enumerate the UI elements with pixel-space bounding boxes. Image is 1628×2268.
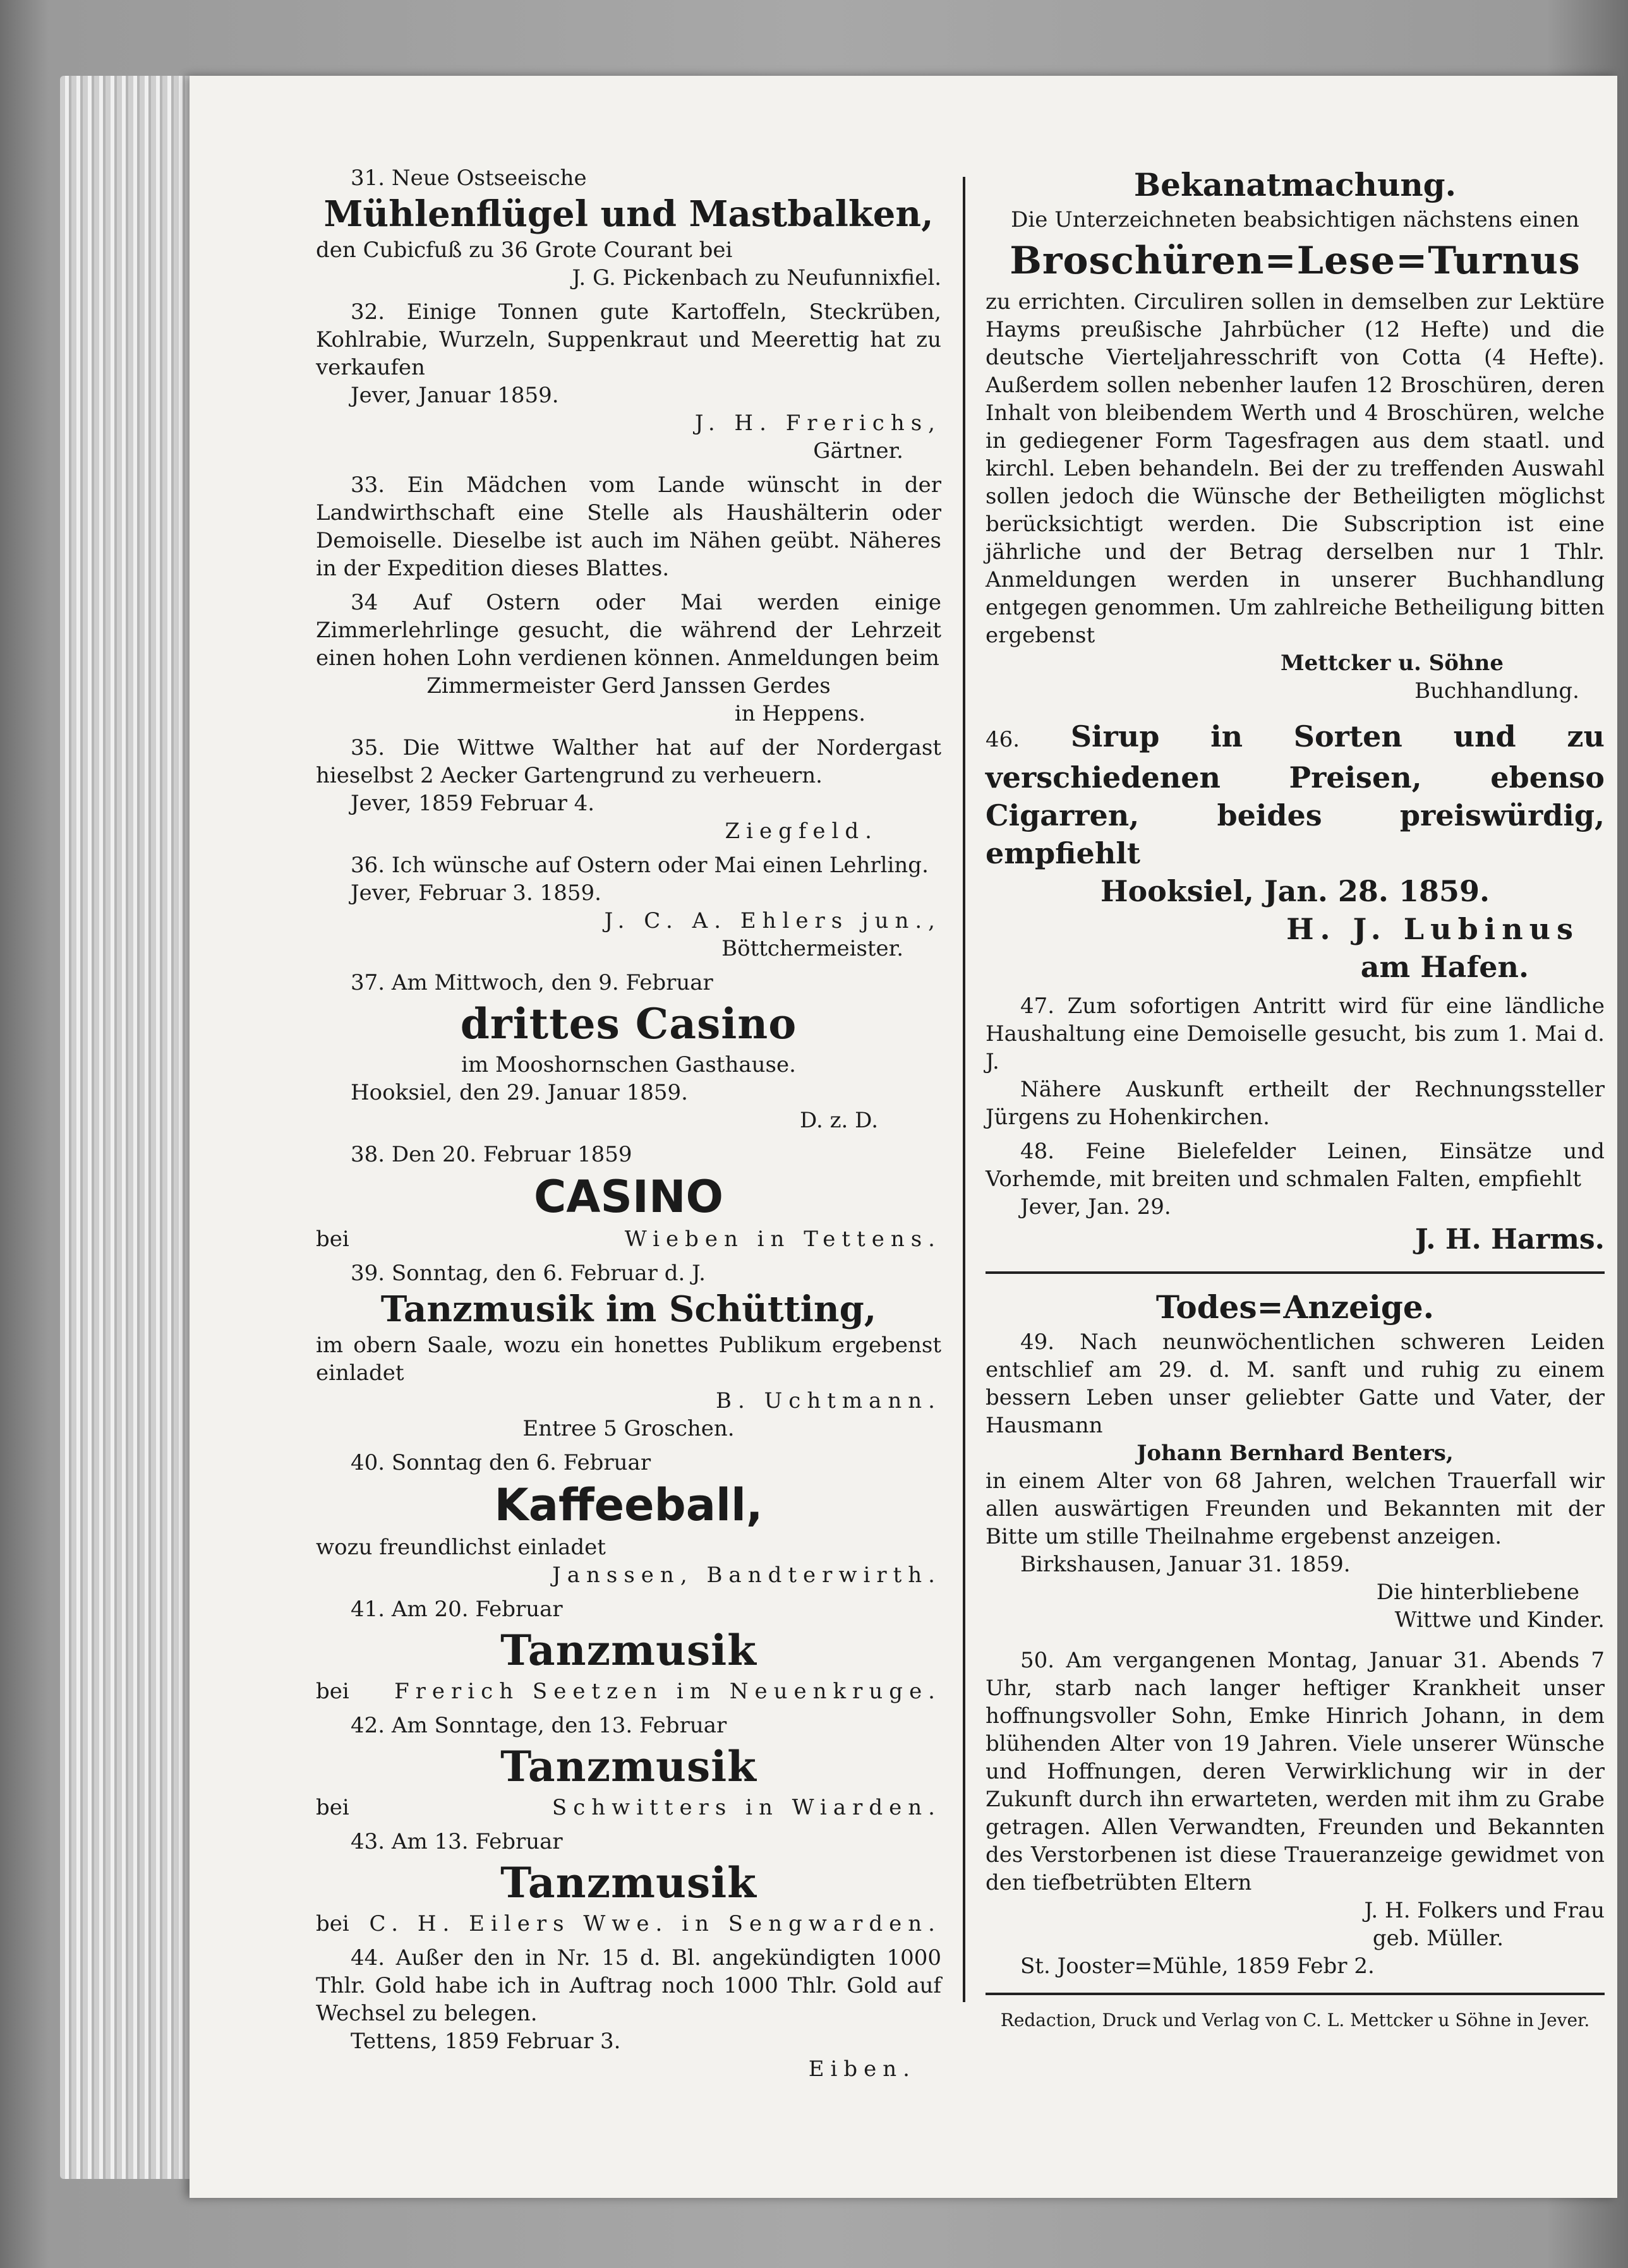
newspaper-page [190, 76, 1617, 2198]
ad-signature: Die hinterbliebene [1376, 1580, 1579, 1605]
ad-38 [316, 1141, 941, 1253]
ad-number: 32. [351, 299, 385, 325]
ad-body: Einige Tonnen gute Kartoffeln, Steckrüben, Kohlrabie, Wurzeln, Suppenkraut und Meerettig hat zu verkaufen [316, 299, 941, 380]
ad-44 [316, 1944, 941, 2083]
ad-date: Hooksiel, den 29. Januar 1859. [351, 1080, 688, 1105]
footer-rule [986, 1993, 1605, 1995]
ad-lead: Am 13. Februar [391, 1829, 563, 1854]
ad-number: 49. [1020, 1329, 1055, 1355]
ad-date: Jever, Februar 3. 1859. [351, 880, 601, 906]
book-page-edges [60, 76, 205, 2179]
ad-signature-title: Gärtner. [813, 438, 903, 464]
ad-body: Ich wünsche auf Ostern oder Mai einen Lehrling. [391, 853, 929, 878]
ad-todesanzeige [986, 1287, 1605, 1634]
ad-headline: Tanzmusik [500, 1742, 757, 1791]
ad-signature: C. H. Eilers Wwe. in Sengwarden. [369, 1911, 941, 1936]
ad-signature-title: Böttchermeister. [721, 936, 903, 961]
ad-37 [316, 969, 941, 1134]
ad-body: Sirup in Sorten und zu verschiedenen Preisen, ebenso Cigarren, beides preiswürdig, empfiehlt [986, 719, 1605, 870]
ad-body: zu errichten. Circuliren sollen in demselben zur Lektüre Hayms preußische Jahrbücher (12 Hefte) und die deutsche Vierteljahresschrift von Cotta (4 Hefte). Außerdem sollen nebenher laufen 12 Broschüren, deren Inhalt von bleibendem Werth und 4 Broschüren, welche in gediegener Form Tagesfragen aus dem staatl. und kirchl. Leben behandeln. Bei der zu treffenden Auswahl sollen jedoch die Wünsche der Betheiligten möglichst berücksichtigt werden. Die Subscription ist eine jährliche und der Betrag derselben nur 1 Thlr. Anmeldungen werden in unserer Buchhandlung entgegen genommen. Um zahlreiche Betheiligung bitten ergebenst [986, 289, 1605, 648]
ad-headline: drittes Casino [460, 999, 797, 1048]
ad-48 [986, 1137, 1605, 1259]
ad-bei: bei [316, 1795, 349, 1820]
ad-number: 34 [351, 590, 378, 615]
ad-number: 42. [351, 1713, 385, 1738]
right-column [986, 164, 1605, 2033]
ad-body: wozu freundlichst einladet [316, 1535, 606, 1560]
ad-number: 38. [351, 1142, 385, 1167]
ad-entree: Entree 5 Groschen. [522, 1416, 735, 1441]
ad-34 [316, 589, 941, 728]
ad-bei: bei [316, 1679, 349, 1704]
column-divider [963, 177, 965, 2002]
ad-number: 33. [351, 472, 385, 498]
ad-number: 39. [351, 1261, 385, 1286]
ad-lead: Sonntag, den 6. Februar d. J. [391, 1261, 706, 1286]
section-title: Bekanatmachung. [1133, 166, 1457, 203]
ad-headline: Tanzmusik [500, 1626, 757, 1675]
ad-32 [316, 298, 941, 465]
ad-body-2: Nähere Auskunft ertheilt der Rechnungssteller Jürgens zu Hohenkirchen. [986, 1077, 1605, 1130]
left-column [316, 164, 941, 2089]
page-content [316, 164, 1605, 2109]
ad-body-2: in einem Alter von 68 Jahren, welchen Trauerfall wir allen auswärtigen Freunden und Bekannten mit der Bitte um stille Theilnahme ergebenst anzeigen. [986, 1468, 1605, 1549]
ad-40 [316, 1449, 941, 1589]
ad-body: Zum sofortigen Antritt wird für eine ländliche Haushaltung eine Demoiselle gesucht, bis zum 1. Mai d. J. [986, 993, 1605, 1074]
ad-number: 48. [1020, 1139, 1055, 1164]
ad-signature: Zimmermeister Gerd Janssen Gerdes [426, 673, 831, 699]
ad-42 [316, 1712, 941, 1821]
ad-place-date: Hooksiel, Jan. 28. 1859. [1100, 874, 1490, 908]
ad-signature: Ziegfeld. [725, 819, 878, 844]
ad-36 [316, 851, 941, 963]
ad-signature-2: geb. Müller. [1372, 1926, 1504, 1951]
ad-headline: Tanzmusik im Schütting, [380, 1288, 877, 1330]
ad-body: im Mooshornschen Gasthause. [461, 1052, 796, 1077]
ad-body: den Cubicfuß zu 36 Grote Courant bei [316, 237, 733, 263]
ad-lead: Am 20. Februar [391, 1597, 563, 1622]
ad-signature: B. Uchtmann. [716, 1388, 941, 1413]
ad-date: Jever, 1859 Februar 4. [351, 791, 595, 816]
ad-lead: Am Sonntage, den 13. Februar [391, 1713, 727, 1738]
ad-signature: Frerich Seetzen im Neuenkruge. [394, 1679, 941, 1704]
ad-lead: Den 20. Februar 1859 [391, 1142, 632, 1167]
section-rule [986, 1271, 1605, 1274]
ad-signature: Mettcker u. Söhne [1280, 651, 1504, 676]
ad-date: Tettens, 1859 Februar 3. [351, 2029, 621, 2054]
ad-bei: bei [316, 1911, 349, 1936]
ad-33 [316, 471, 941, 582]
ad-intro: Die Unterzeichneten beabsichtigen nächstens einen [1011, 207, 1579, 232]
ad-signature: Schwitters in Wiarden. [552, 1795, 941, 1820]
ad-signature: D. z. D. [799, 1108, 878, 1133]
ad-signature-place: in Heppens. [734, 701, 865, 726]
imprint-footer: Redaction, Druck und Verlag von C. L. Mettcker u Söhne in Jever. [1000, 2010, 1590, 2031]
ad-headline: Tanzmusik [500, 1858, 757, 1907]
ad-number: 35. [351, 735, 385, 760]
ad-headline: Kaffeeball, [494, 1479, 763, 1531]
ad-signature-2: Wittwe und Kinder. [1394, 1607, 1605, 1633]
ad-47 [986, 992, 1605, 1131]
ad-signature: Janssen, Bandterwirth. [552, 1563, 941, 1588]
ad-date: Jever, Januar 1859. [351, 383, 559, 408]
ad-signature-place: am Hafen. [1360, 950, 1529, 984]
ad-50 [986, 1647, 1605, 1980]
ad-date: St. Jooster=Mühle, 1859 Febr 2. [1020, 1953, 1375, 1979]
ad-number: 47. [1020, 993, 1055, 1019]
ad-signature: Wieben in Tettens. [624, 1227, 941, 1252]
ad-signature: J. H. Frerichs, [694, 411, 941, 436]
ad-number: 36. [351, 853, 385, 878]
ad-number: 44. [351, 1945, 385, 1971]
ad-body: Feine Bielefelder Leinen, Einsätze und Vorhemde, mit breiten und schmalen Falten, empfiehlt [986, 1139, 1605, 1192]
ad-signature: J. G. Pickenbach zu Neufunnixfiel. [572, 265, 941, 291]
ad-number: 37. [351, 970, 385, 995]
ad-signature: J. H. Folkers und Frau [1364, 1898, 1605, 1923]
ad-headline: Mühlenflügel und Mastbalken, [323, 193, 934, 235]
ad-number: 31. [351, 165, 385, 191]
ad-bei: bei [316, 1227, 349, 1252]
ad-41 [316, 1595, 941, 1705]
ad-31 [316, 164, 941, 292]
ad-body: Außer den in Nr. 15 d. Bl. angekündigten 1000 Thlr. Gold habe ich in Auftrag noch 1000 Thlr. Gold auf Wechsel zu belegen. [316, 1945, 941, 2026]
ad-bekanntmachung [986, 164, 1605, 705]
ad-body: Nach neunwöchentlichen schweren Leiden entschlief am 29. d. M. sanft und ruhig zu einem bessern Leben unser geliebter Gatte und Vater, der Hausmann [986, 1329, 1605, 1438]
ad-body: Die Wittwe Walther hat auf der Nordergast hieselbst 2 Aecker Gartengrund zu verheuern. [316, 735, 941, 788]
ad-headline: CASINO [533, 1171, 724, 1223]
ad-number: 40. [351, 1450, 385, 1475]
ad-number: 50. [1020, 1648, 1055, 1673]
ad-35 [316, 734, 941, 845]
ad-43 [316, 1828, 941, 1938]
ad-signature: H. J. Lubinus [1286, 912, 1579, 946]
ad-body: Ein Mädchen vom Lande wünscht in der Landwirthschaft eine Stelle als Haushälterin oder Demoiselle. Dieselbe ist auch im Nähen geübt. Näheres in der Expedition dieses Blattes. [316, 472, 941, 581]
ad-lead: Am Mittwoch, den 9. Februar [391, 970, 713, 995]
ad-signature: J. H. Harms. [1414, 1223, 1605, 1256]
ad-body: im obern Saale, wozu ein honettes Publikum ergebenst einladet [316, 1333, 941, 1386]
ad-number: 46. [986, 727, 1020, 752]
ad-number: 41. [351, 1597, 385, 1622]
ad-signature: Eiben. [808, 2056, 916, 2082]
ad-lead: Sonntag den 6. Februar [391, 1450, 651, 1475]
ad-signature: J. C. A. Ehlers jun., [604, 908, 941, 933]
ad-signature-title: Buchhandlung. [1414, 678, 1579, 704]
section-title: Todes=Anzeige. [1155, 1288, 1435, 1326]
ad-headline: Broschüren=Lese=Turnus [1010, 239, 1581, 283]
deceased-name: Johann Bernhard Benters, [1137, 1441, 1454, 1466]
ad-number: 43. [351, 1829, 385, 1854]
ad-date: Birkshausen, Januar 31. 1859. [1020, 1552, 1351, 1577]
ad-39 [316, 1259, 941, 1443]
ad-date: Jever, Jan. 29. [1020, 1194, 1171, 1220]
ad-lead: Neue Ostseeische [391, 165, 587, 191]
ad-46 [986, 717, 1605, 986]
ad-body: Auf Ostern oder Mai werden einige Zimmerlehrlinge gesucht, die während der Lehrzeit einen hohen Lohn verdienen können. Anmeldungen beim [316, 590, 941, 671]
ad-body: Am vergangenen Montag, Januar 31. Abends 7 Uhr, starb nach langer heftiger Krankheit unser hoffnungsvoller Sohn, Emke Hinrich Johann, in dem blühenden Alter von 19 Jahren. Viele unserer Wünsche und Hoffnungen, deren Verwirklichung wir in der Zukunft durch ihn erwarteten, werden mit ihm zu Grabe getragen. Allen Verwandten, Freunden und Bekannten des Verstorbenen ist diese Traueranzeige gewidmet von den tiefbetrübten Eltern [986, 1648, 1605, 1895]
